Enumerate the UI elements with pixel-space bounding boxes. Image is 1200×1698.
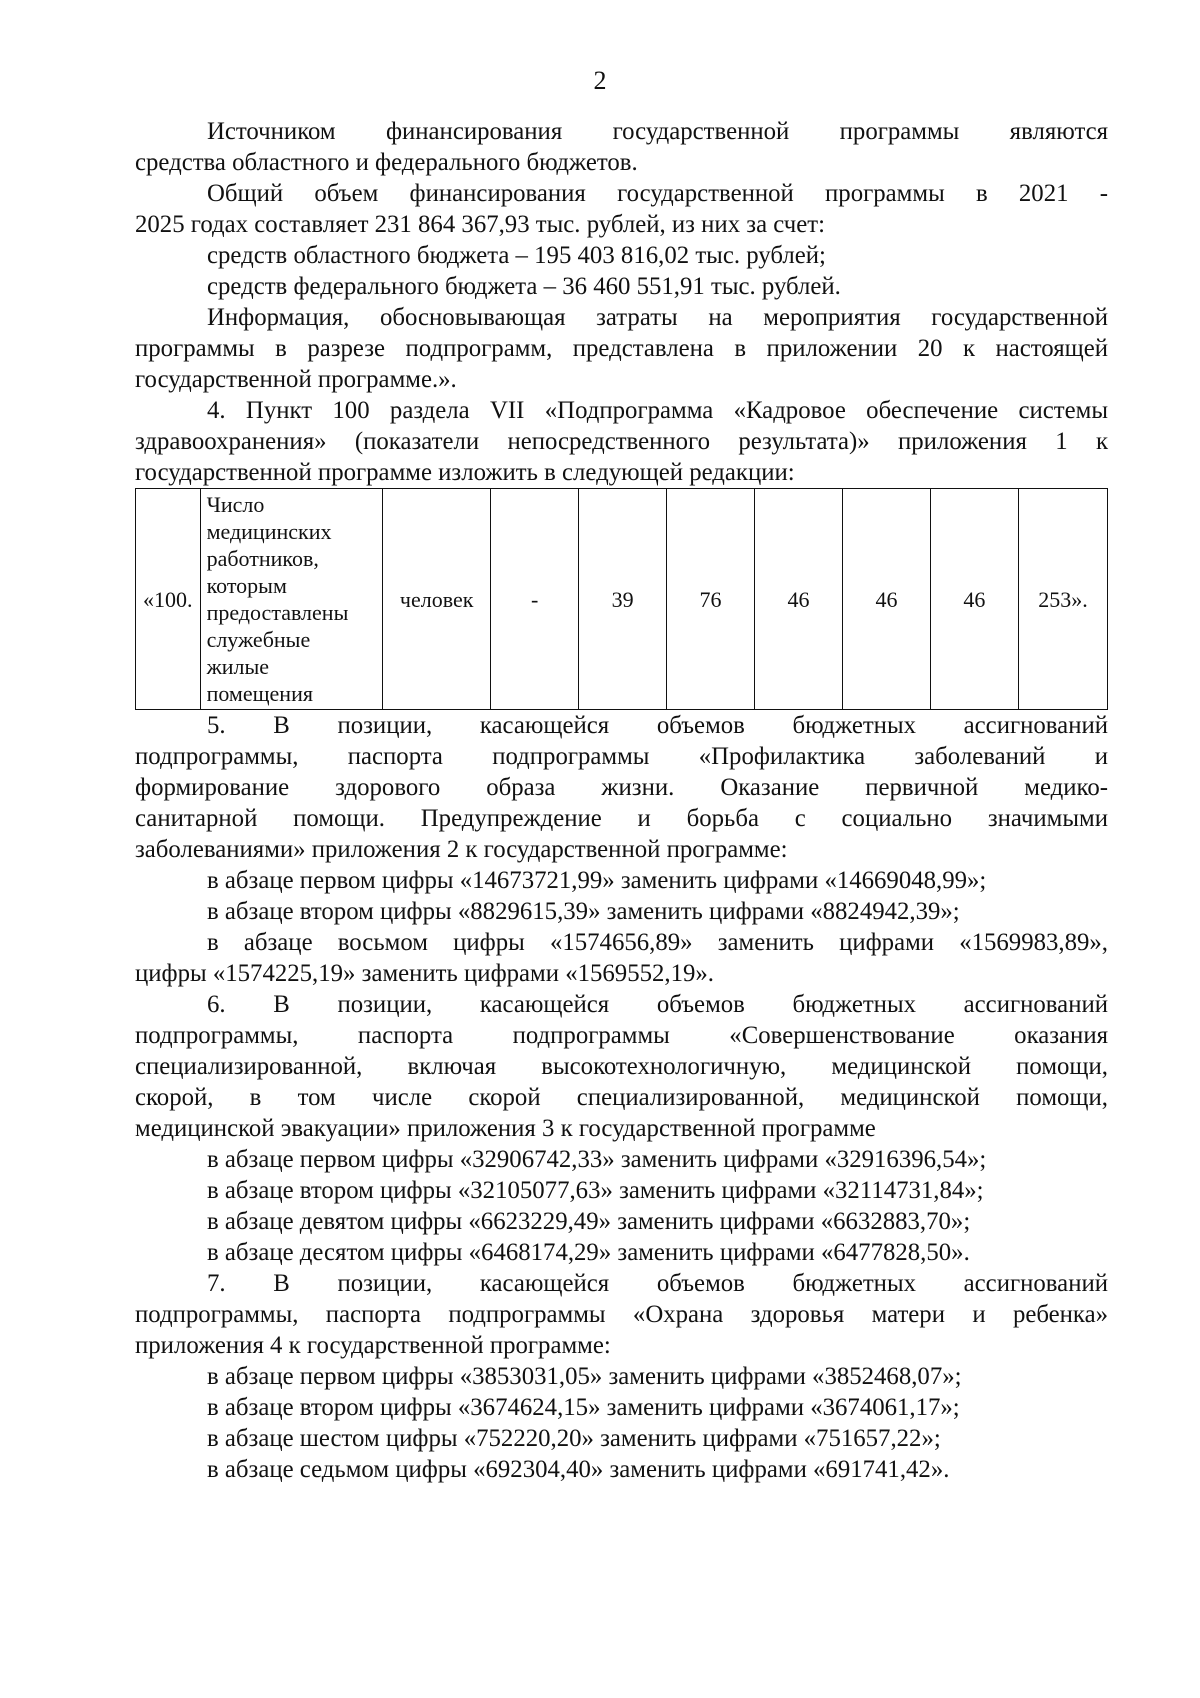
text-line: подпрограммы, паспорта подпрограммы «Охрана здоровья матери и ребенка» [135, 1301, 1108, 1328]
text-line: Общий объем финансирования государственной программы в 2021 - [207, 180, 1108, 207]
text-line: Источником финансирования государственной программы являются [207, 118, 1108, 145]
text-line: 4. Пункт 100 раздела VII «Подпрограмма «Кадровое обеспечение системы [207, 397, 1108, 424]
text-line: программы в разрезе подпрограмм, представлена в приложении 20 к настоящей [135, 335, 1108, 362]
text-line: здравоохранения» (показатели непосредственного результата)» приложения 1 к [135, 428, 1108, 455]
text-line: в абзаце девятом цифры «6623229,49» заменить цифрами «6632883,70»; [207, 1208, 971, 1235]
indicator-name-line: медицинских [206, 519, 332, 544]
text-line: в абзаце восьмом цифры «1574656,89» заменить цифрами «1569983,89», [207, 929, 1108, 956]
value-cell: 253». [1018, 489, 1107, 710]
value-cell: 46 [755, 489, 843, 710]
page-number: 2 [593, 66, 607, 95]
text-line: в абзаце первом цифры «14673721,99» заменить цифрами «14669048,99»; [207, 867, 987, 894]
text-line: в абзаце шестом цифры «752220,20» заменить цифрами «751657,22»; [207, 1425, 941, 1452]
value-cell: - [491, 489, 579, 710]
indicator-name-line: работников, [206, 546, 319, 571]
paragraphs-top [135, 116, 1108, 488]
text-line: государственной программе.». [135, 366, 457, 393]
document-body [135, 116, 1108, 1485]
text-line: в абзаце десятом цифры «6468174,29» заменить цифрами «6477828,50». [207, 1239, 970, 1266]
text-line: подпрограммы, паспорта подпрограммы «Профилактика заболеваний и [135, 743, 1108, 770]
paragraphs-bottom [135, 710, 1108, 1485]
value-cell: 76 [667, 489, 755, 710]
indicator-table [135, 488, 1108, 710]
text-line: в абзаце втором цифры «3674624,15» заменить цифрами «3674061,17»; [207, 1394, 960, 1421]
text-line: Информация, обосновывающая затраты на мероприятия государственной [207, 304, 1108, 331]
text-line: 5. В позиции, касающейся объемов бюджетных ассигнований [207, 712, 1108, 739]
text-line: средства областного и федерального бюджетов. [135, 149, 638, 176]
text-line: санитарной помощи. Предупреждение и борьба с социально значимыми [135, 805, 1108, 832]
text-line: приложения 4 к государственной программе: [135, 1332, 611, 1359]
indicator-name-line: которым [206, 573, 287, 598]
unit-cell: человек [383, 489, 491, 710]
text-line: цифры «1574225,19» заменить цифрами «1569552,19». [135, 960, 714, 987]
text-line: 7. В позиции, касающейся объемов бюджетных ассигнований [207, 1270, 1108, 1297]
text-line: в абзаце первом цифры «3853031,05» заменить цифрами «3852468,07»; [207, 1363, 962, 1390]
text-line: скорой, в том числе скорой специализированной, медицинской помощи, [135, 1084, 1108, 1111]
text-line: 6. В позиции, касающейся объемов бюджетных ассигнований [207, 991, 1108, 1018]
value-cell: 46 [842, 489, 930, 710]
indicator-name-line: служебные [206, 627, 311, 652]
text-line: заболеваниями» приложения 2 к государственной программе: [135, 836, 788, 863]
table-row [136, 489, 1108, 710]
indicator-name-line: помещения [206, 681, 313, 706]
text-line: подпрограммы, паспорта подпрограммы «Совершенствование оказания [135, 1022, 1108, 1049]
text-line: специализированной, включая высокотехнологичную, медицинской помощи, [135, 1053, 1108, 1080]
text-line: формирование здорового образа жизни. Оказание первичной медико- [135, 774, 1108, 801]
text-line: средств федерального бюджета – 36 460 551,91 тыс. рублей. [207, 273, 841, 300]
text-line: в абзаце седьмом цифры «692304,40» заменить цифрами «691741,42». [207, 1456, 950, 1483]
value-cell: 39 [579, 489, 667, 710]
text-line: государственной программе изложить в следующей редакции: [135, 459, 795, 486]
value-cell: 46 [930, 489, 1018, 710]
indicator-name-line: жилые [206, 654, 270, 679]
text-line: в абзаце первом цифры «32906742,33» заменить цифрами «32916396,54»; [207, 1146, 987, 1173]
text-line: в абзаце втором цифры «32105077,63» заменить цифрами «32114731,84»; [207, 1177, 984, 1204]
indicator-name [200, 489, 383, 710]
indicator-name-line: предоставлены [206, 600, 349, 625]
text-line: средств областного бюджета – 195 403 816,02 тыс. рублей; [207, 242, 826, 269]
row-number: «100. [136, 489, 201, 710]
indicator-name-line: Число [206, 492, 265, 517]
text-line: медицинской эвакуации» приложения 3 к государственной программе [135, 1115, 876, 1142]
text-line: в абзаце втором цифры «8829615,39» заменить цифрами «8824942,39»; [207, 898, 960, 925]
text-line: 2025 годах составляет 231 864 367,93 тыс. рублей, из них за счет: [135, 211, 826, 238]
